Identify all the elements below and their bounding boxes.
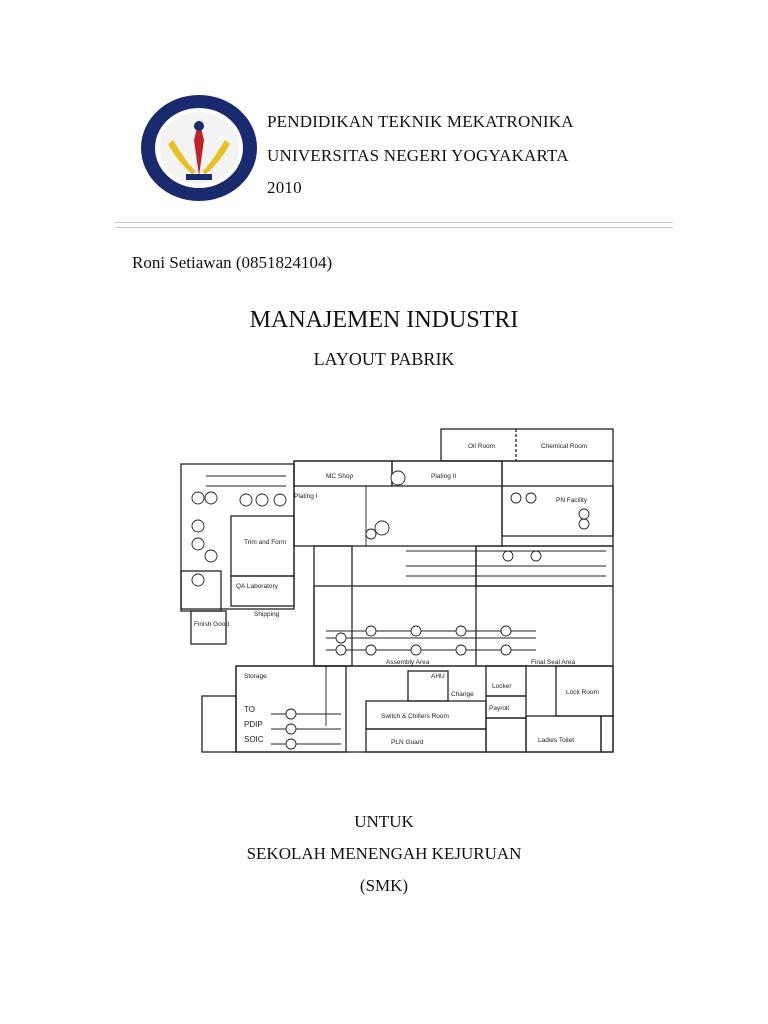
label-payroll: Payroll: [489, 705, 509, 712]
label-shipping: Shipping: [254, 611, 280, 618]
label-oil-room: Oil Room: [468, 443, 496, 450]
label-chemical-room: Chemical Room: [541, 443, 588, 450]
label-to: TO: [244, 705, 255, 714]
university-name: UNIVERSITAS NEGERI YOGYAKARTA: [267, 146, 569, 165]
label-switch-room: Switch & Chillers Room: [381, 713, 449, 720]
label-mc-shop: MC Shop: [326, 473, 354, 480]
header-divider-top: [115, 222, 673, 223]
label-storage: Storage: [244, 673, 267, 680]
university-logo: [138, 92, 260, 204]
factory-layout-diagram: [176, 426, 616, 756]
label-locker: Locker: [492, 683, 512, 690]
label-pdip: PDIP: [244, 720, 263, 729]
document-title: MANAJEMEN INDUSTRI: [249, 307, 519, 333]
footer-school: SEKOLAH MENENGAH KEJURUAN: [246, 844, 522, 863]
label-trim-form: Trim and Form: [244, 539, 287, 546]
label-change: Change: [451, 691, 474, 698]
label-finish-good: Finish Good: [194, 621, 230, 628]
label-plating-i: Plating I: [294, 493, 318, 500]
year: 2010: [267, 178, 302, 197]
label-assembly-area: Assembly Area: [386, 659, 430, 666]
label-pln-guard: PLN Guard: [391, 739, 424, 746]
label-lock-room: Lock Room: [566, 689, 599, 696]
header-divider-bottom: [115, 227, 673, 228]
footer-abbr: (SMK): [359, 876, 409, 895]
label-plating: Plating II: [431, 473, 457, 480]
label-qa-lab: QA Laboratory: [236, 583, 278, 590]
label-soic: SOIC: [244, 735, 264, 744]
author-line: Roni Setiawan (0851824104): [132, 253, 333, 272]
label-pn-facility: PN Facility: [556, 497, 588, 504]
footer-for: UNTUK: [354, 812, 414, 831]
document-subtitle: LAYOUT PABRIK: [313, 349, 455, 369]
label-ladies-toilet: Ladies Toilet: [538, 737, 575, 744]
department-name: PENDIDIKAN TEKNIK MEKATRONIKA: [267, 112, 574, 131]
label-ahu: AHU: [431, 673, 445, 680]
label-final-seal: Final Seal Area: [531, 659, 576, 666]
